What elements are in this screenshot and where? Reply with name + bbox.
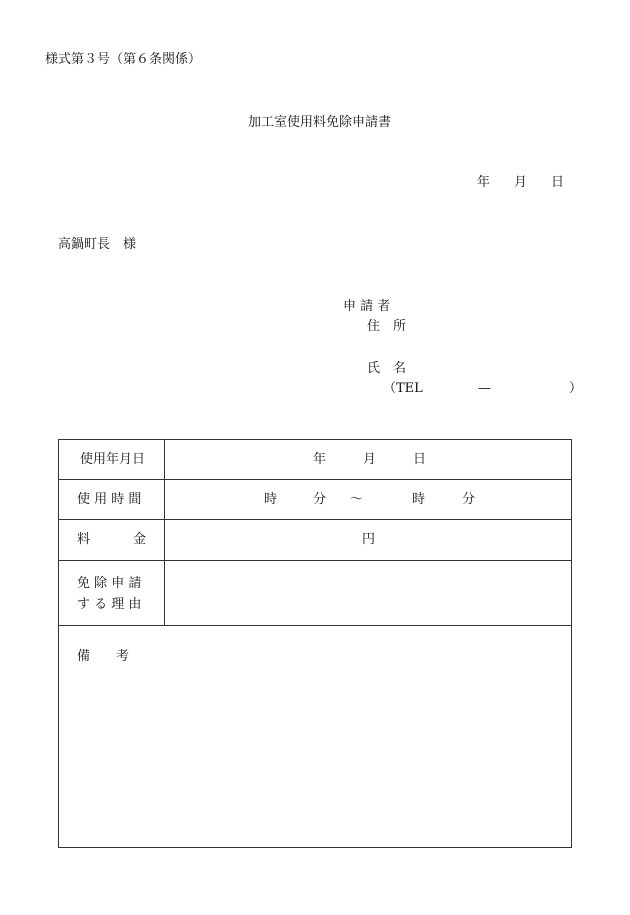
usage-date-year: 年 bbox=[313, 452, 327, 467]
applicant-tel-open: （TEL bbox=[383, 381, 423, 396]
applicant-tel-close: ） bbox=[569, 381, 583, 396]
table-divider bbox=[59, 560, 571, 561]
usage-date-label: 使用年月日 bbox=[80, 452, 146, 467]
applicant-tel-dash: — bbox=[478, 381, 491, 396]
date-day-label: 日 bbox=[551, 175, 565, 190]
fee-label-first: 料 bbox=[77, 532, 91, 547]
usage-date-month: 月 bbox=[363, 452, 377, 467]
usage-time-start-minute: 分 bbox=[313, 492, 327, 507]
date-month-label: 月 bbox=[514, 175, 528, 190]
fee-label-second: 金 bbox=[133, 532, 147, 547]
applicant-name-label: 氏 名 bbox=[367, 361, 407, 376]
table-divider bbox=[59, 625, 571, 626]
usage-time-end-minute: 分 bbox=[462, 492, 476, 507]
addressee: 高鍋町長 様 bbox=[58, 237, 137, 252]
exemption-reason-label-line1: 免 除 申 請 bbox=[77, 576, 142, 591]
form-number: 様式第３号（第６条関係） bbox=[45, 52, 202, 67]
applicant-address-label: 住 所 bbox=[367, 319, 407, 334]
remarks-label: 備 考 bbox=[77, 649, 130, 664]
usage-date-day: 日 bbox=[413, 452, 427, 467]
usage-time-label: 使 用 時 間 bbox=[77, 492, 142, 507]
table-divider bbox=[59, 479, 571, 480]
application-table bbox=[58, 439, 572, 848]
applicant-heading: 申 請 者 bbox=[343, 299, 391, 314]
exemption-reason-label-line2: す る 理 由 bbox=[77, 597, 142, 612]
table-column-divider bbox=[164, 440, 165, 625]
fee-yen-unit: 円 bbox=[362, 532, 376, 547]
document-title: 加工室使用料免除申請書 bbox=[248, 115, 392, 130]
usage-time-tilde: ～ bbox=[350, 492, 364, 507]
usage-time-end-hour: 時 bbox=[412, 492, 426, 507]
date-year-label: 年 bbox=[477, 175, 491, 190]
table-divider bbox=[59, 519, 571, 520]
usage-time-start-hour: 時 bbox=[264, 492, 278, 507]
